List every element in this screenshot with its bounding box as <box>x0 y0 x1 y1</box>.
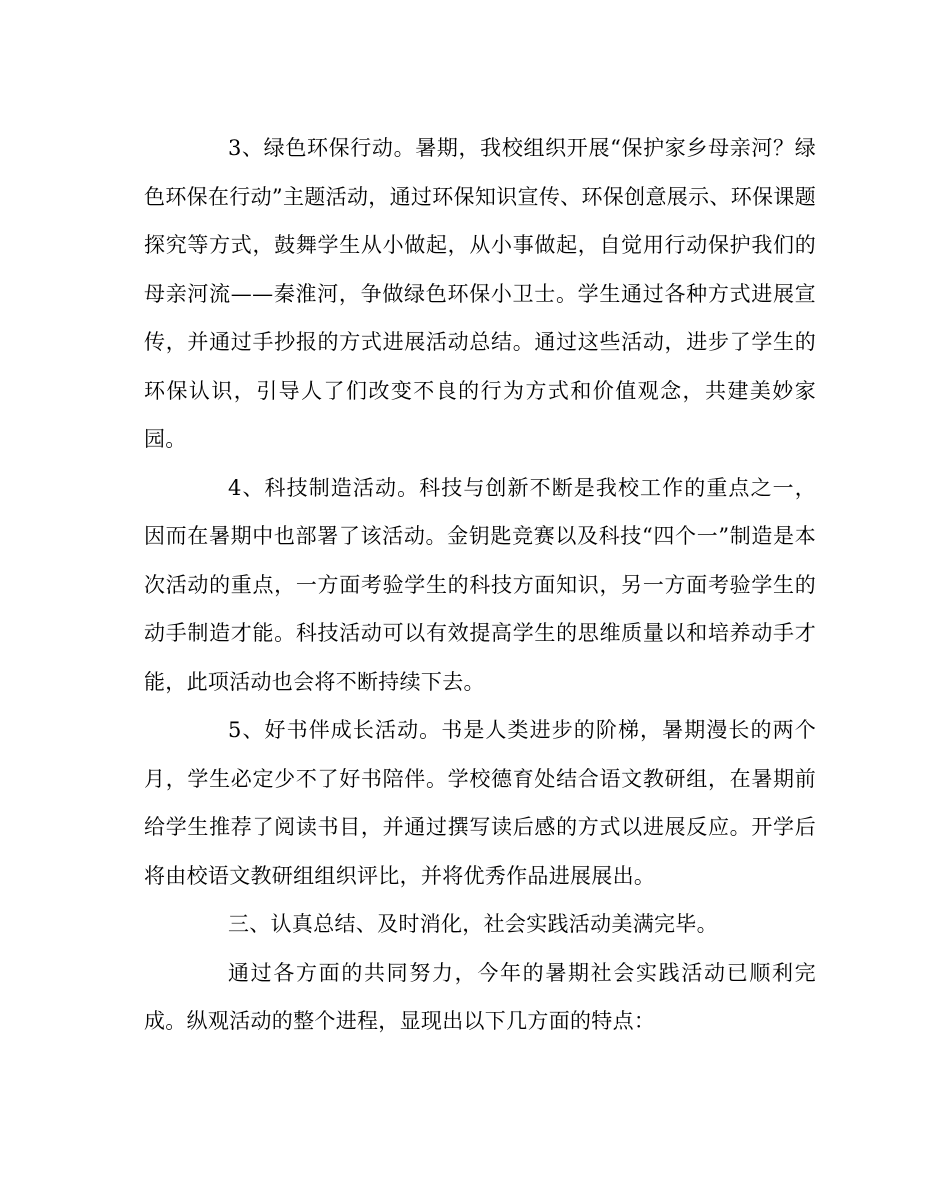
paragraph-conclusion: 通过各方面的共同努力，今年的暑期社会实践活动已顺利完成。纵观活动的整个进程，显现出以下几方面的特点： <box>144 960 816 1033</box>
paragraph-reading-activity: 5、好书伴成长活动。书是人类进步的阶梯，暑期漫长的两个月，学生必定少不了好书陪伴。学校德育处结合语文教研组，在暑期前给学生推荐了阅读书目，并通过撰写读后感的方式以进展反应。开学后将由校语文教研组组织评比，并将优秀作品进展展出。 <box>144 718 816 888</box>
paragraph-green-environment: 3、绿色环保行动。暑期，我校组织开展“保护家乡母亲河？绿色环保在行动”主题活动，通过环保知识宣传、环保创意展示、环保课题探究等方式，鼓舞学生从小做起，从小事做起，自觉用行动保护我们的母亲河流——秦淮河，争做绿色环保小卫士。学生通过各种方式进展宣传，并通过手抄报的方式进展活动总结。通过这些活动，进步了学生的环保认识，引导人了们改变不良的行为方式和价值观念，共建美妙家园。 <box>144 136 816 451</box>
paragraph-tech-creation: 4、科技制造活动。科技与创新不断是我校工作的重点之一，因而在暑期中也部署了该活动。金钥匙竞赛以及科技“四个一”制造是本次活动的重点，一方面考验学生的科技方面知识，另一方面考验学生的动手制造才能。科技活动可以有效提高学生的思维质量以和培养动手才能，此项活动也会将不断持续下去。 <box>144 475 816 694</box>
document-body <box>144 124 816 1046</box>
section-heading-summary: 三、认真总结、及时消化，社会实践活动美满完毕。 <box>228 912 718 936</box>
